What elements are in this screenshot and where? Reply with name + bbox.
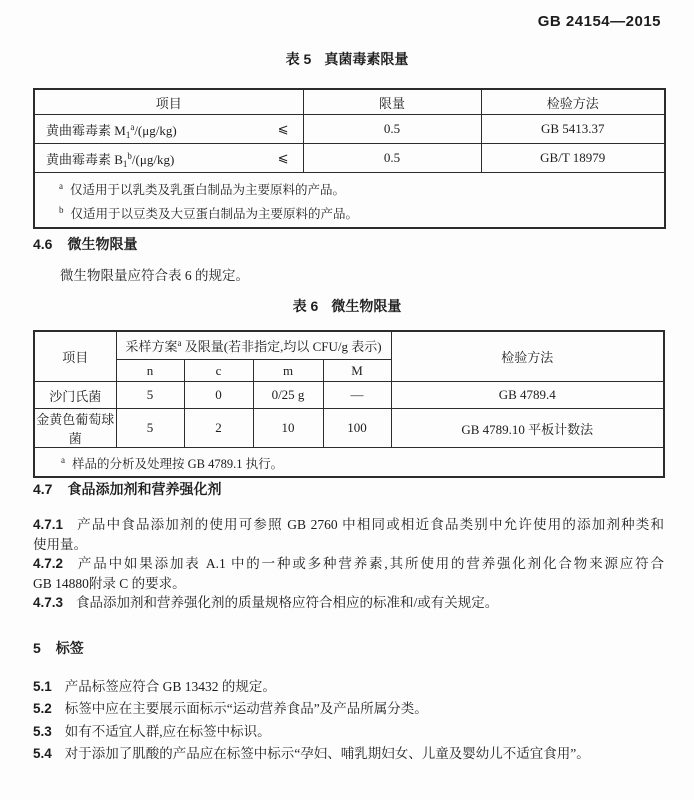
footnote-text: 仅适用于以豆类及大豆蛋白制品为主要原料的产品。 — [70, 207, 359, 221]
item-name-text: 黄曲霉毒素 B — [46, 151, 123, 167]
t6-subheader-m: m — [253, 360, 323, 382]
t6-r2-n: 5 — [116, 409, 184, 448]
t5-r2-item-name — [46, 149, 174, 168]
t6-header-item: 项目 — [34, 331, 116, 382]
doc-number: GB 24154—2015 — [537, 13, 661, 30]
clause-text: 对于添加了肌酸的产品应在标签中标示“孕妇、哺乳期妇女、儿童及婴幼儿不适宜食用”。 — [64, 746, 590, 762]
t6-r1-M: — — [323, 382, 391, 409]
t5-r1-method: GB 5413.37 — [481, 115, 665, 144]
t5-header-item: 项目 — [34, 89, 303, 115]
clause-text: 产品标签应符合 GB 13432 的规定。 — [64, 679, 276, 694]
clause-line — [33, 593, 664, 613]
footnote-ref: a — [177, 338, 182, 348]
table-row — [34, 382, 664, 409]
t6-subheader-M: M — [323, 360, 391, 382]
footnote-text: 仅适用于以乳类及乳蛋白制品为主要原料的产品。 — [70, 183, 346, 197]
footnote-a — [59, 176, 656, 200]
clause-number: 5.2 — [33, 701, 52, 717]
t6-footnote — [34, 448, 664, 478]
section-5-body — [33, 676, 664, 766]
clause-number: 5.4 — [33, 746, 52, 762]
t6-r2-M: 100 — [323, 409, 391, 448]
table-6-caption: 微生物限量 — [331, 298, 402, 314]
clause-number: 4.7.1 — [33, 517, 64, 532]
table-row — [34, 144, 665, 173]
footnote-b — [59, 200, 656, 224]
t6-header-method: 检验方法 — [391, 331, 664, 382]
clause-4-7-1 — [33, 515, 664, 554]
clause-4-7-3 — [33, 593, 664, 613]
table-6-label: 表 6 — [292, 298, 319, 314]
section-title: 食品添加剂和营养强化剂 — [67, 481, 222, 497]
item-unit: /(μg/kg) — [131, 151, 175, 167]
section-title: 微生物限量 — [67, 236, 138, 252]
footnote-marker: a — [59, 181, 63, 191]
t5-r1-item-cell — [34, 115, 303, 144]
t6-header-sampling — [116, 331, 391, 360]
table-footnote-row — [34, 448, 664, 478]
table-5-caption: 真菌毒素限量 — [324, 51, 409, 67]
t6-subheader-c: c — [184, 360, 253, 382]
clause-5-2 — [33, 698, 664, 720]
t5-header-limit: 限量 — [303, 89, 481, 115]
table-5-mycotoxin-limits — [33, 88, 666, 229]
footnote-marker: b — [59, 205, 64, 215]
sampling-text: 及限量(若非指定,均以 CFU/g 表示) — [181, 339, 382, 354]
t5-r1-item-name — [46, 120, 177, 139]
footnote-a — [61, 450, 655, 474]
clause-text-continued: 使用量。 — [33, 536, 87, 552]
table-footnote-row — [34, 173, 665, 229]
t6-r1-c: 0 — [184, 382, 253, 409]
t6-r2-c: 2 — [184, 409, 253, 448]
t5-header-method: 检验方法 — [481, 89, 665, 115]
clause-5-3 — [33, 721, 664, 743]
clause-5-4 — [33, 743, 664, 765]
t6-r1-n: 5 — [116, 382, 184, 409]
table-row — [34, 115, 665, 144]
table-row — [34, 409, 664, 448]
leq-symbol: ⩽ — [277, 121, 289, 136]
section-title: 标签 — [55, 640, 84, 656]
table-6-title — [0, 298, 694, 315]
table-6-microbial-limits — [33, 330, 665, 478]
clause-text: 如有不适宜人群,应在标签中标识。 — [64, 723, 271, 739]
t5-r2-item — [35, 149, 303, 168]
item-subscript: 1 — [122, 158, 128, 169]
section-4-7-heading — [33, 481, 221, 498]
t5-r1-limit: 0.5 — [303, 115, 481, 144]
section-4-6-heading — [33, 236, 137, 253]
t6-r1-name: 沙门氏菌 — [34, 382, 116, 409]
item-name-text: 黄曲霉毒素 M — [46, 122, 126, 138]
clause-4-7-2 — [33, 554, 664, 593]
clause-text: 标签中应在主要展示面标示“运动营养食品”及产品所属分类。 — [64, 701, 428, 717]
t6-r2-m: 10 — [253, 409, 323, 448]
clause-text-continued: GB 14880附录 C 的要求。 — [33, 575, 186, 591]
t5-footnotes — [34, 173, 665, 229]
t5-r2-method: GB/T 18979 — [481, 144, 665, 173]
table-5-header-row — [34, 89, 665, 115]
item-subscript: 1 — [125, 129, 131, 140]
footnote-ref: a — [130, 121, 135, 132]
clause-number: 5.3 — [33, 723, 52, 739]
t5-r2-limit: 0.5 — [303, 144, 481, 173]
footnote-ref: b — [127, 150, 132, 161]
table-5-label: 表 5 — [285, 51, 312, 67]
t6-r2-method: GB 4789.10 平板计数法 — [391, 409, 664, 448]
clause-5-1 — [33, 676, 664, 698]
footnote-text: 样品的分析及处理按 GB 4789.1 执行。 — [72, 457, 284, 471]
section-number: 4.6 — [33, 236, 53, 252]
leq-symbol: ⩽ — [277, 150, 289, 165]
clause-line — [33, 554, 664, 574]
table-5-title — [0, 51, 694, 68]
item-unit: /(μg/kg) — [134, 122, 177, 138]
t6-subheader-n: n — [116, 360, 184, 382]
table-6-header-row-1 — [34, 331, 664, 360]
section-number: 5 — [33, 640, 41, 656]
section-5-heading — [33, 640, 84, 657]
section-4-7-body — [33, 515, 664, 613]
t6-r1-method: GB 4789.4 — [391, 382, 664, 409]
clause-number: 5.1 — [33, 679, 52, 694]
footnote-marker: a — [61, 455, 65, 465]
sampling-text: 采样方案 — [125, 339, 178, 354]
t5-r1-item — [35, 120, 303, 139]
t6-r1-m: 0/25 g — [253, 382, 323, 409]
section-4-6-paragraph: 微生物限量应符合表 6 的规定。 — [60, 268, 249, 283]
clause-text: 产品中如果添加表 A.1 中的一种或多种营养素,其所使用的营养强化剂化合物来源应符合 — [76, 556, 664, 572]
clause-number: 4.7.2 — [33, 556, 64, 572]
t6-r2-name: 金黄色葡萄球菌 — [34, 409, 116, 448]
t5-r2-item-cell — [34, 144, 303, 173]
clause-text: 产品中食品添加剂的使用可参照 GB 2760 中相同或相近食品类别中允许使用的添加剂种类和 — [76, 517, 664, 532]
section-number: 4.7 — [33, 481, 53, 497]
clause-line — [33, 515, 664, 535]
clause-text: 食品添加剂和营养强化剂的质量规格应符合相应的标准和/或有关规定。 — [76, 595, 499, 611]
clause-number: 4.7.3 — [33, 595, 64, 611]
